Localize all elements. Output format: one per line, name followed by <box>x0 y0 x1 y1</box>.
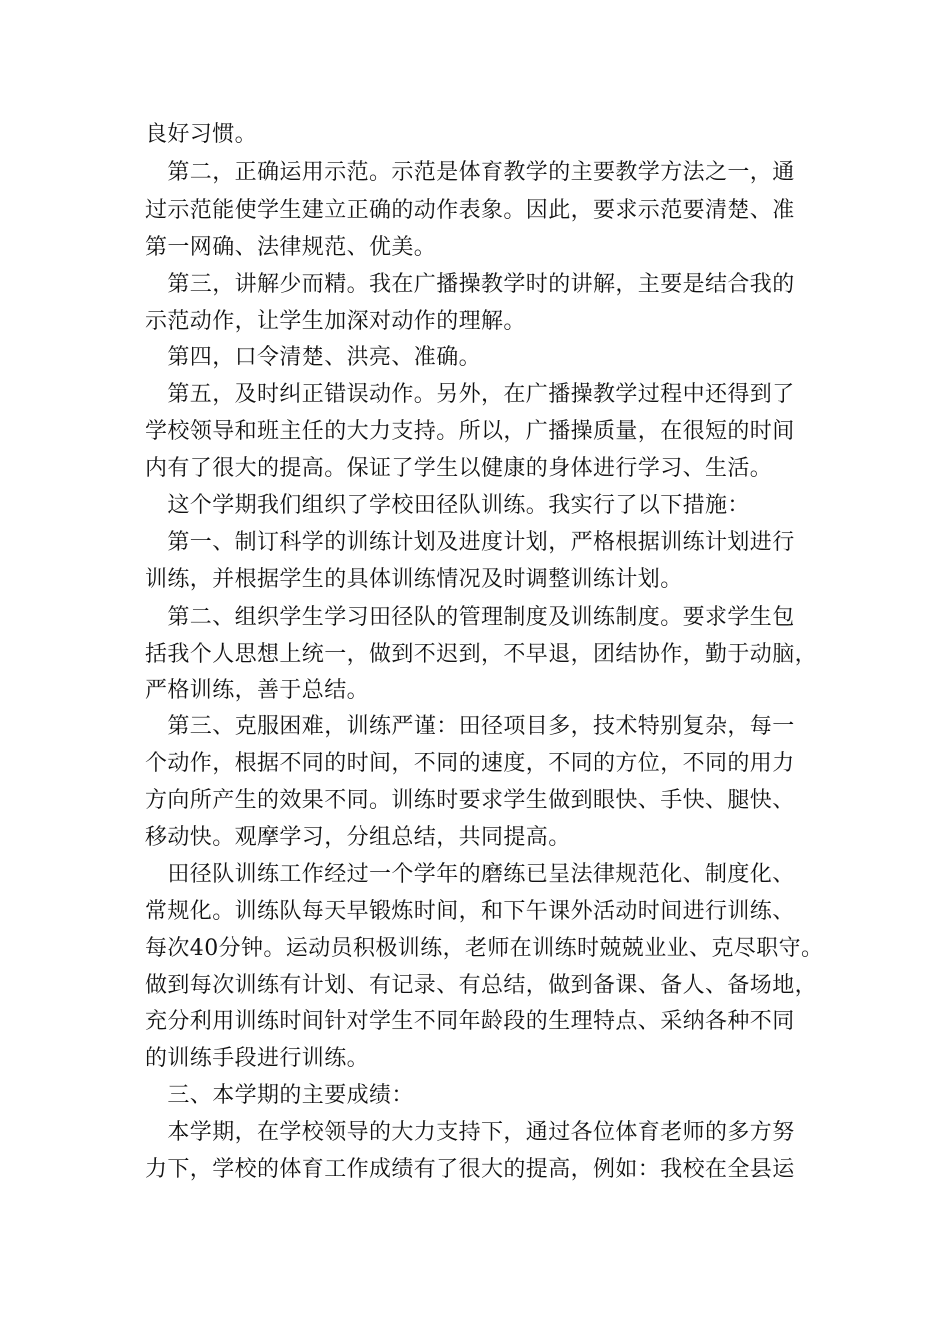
text-line: 力下，学校的体育工作成绩有了很大的提高，例如：我校在全县运 <box>145 1157 795 1182</box>
text-line: 严格训练，善于总结。 <box>145 678 370 703</box>
text-line: 第三，讲解少而精。我在广播操教学时的讲解，主要是结合我的 <box>145 272 795 297</box>
text-line: 这个学期我们组织了学校田径队训练。我实行了以下措施： <box>145 493 750 518</box>
text-line: 个动作，根据不同的时间，不同的速度，不同的方位，不同的用力 <box>145 751 795 776</box>
text-line: 第四，口令清楚、洪亮、准确。 <box>145 345 482 370</box>
text-line: 过示范能使学生建立正确的动作表象。因此，要求示范要清楚、准 <box>145 198 795 223</box>
text-line: 方向所产生的效果不同。训练时要求学生做到眼快、手快、腿快、 <box>145 788 795 813</box>
text-line: 第三、克服困难，训练严谨：田径项目多，技术特别复杂，每一 <box>145 714 795 739</box>
text-line: 括我个人思想上统一，做到不迟到，不早退，团结协作，勤于动脑， <box>145 642 818 667</box>
text-line: 移动快。观摩学习，分组总结，共同提高。 <box>145 825 571 850</box>
text-line: 第五，及时纠正错误动作。另外，在广播操教学过程中还得到了 <box>145 382 795 407</box>
text-line: 第二，正确运用示范。示范是体育教学的主要教学方法之一，通 <box>145 160 795 185</box>
text-line: 三、本学期的主要成绩： <box>145 1083 414 1108</box>
text-line: 本学期，在学校领导的大力支持下，通过各位体育老师的多方努 <box>145 1120 795 1145</box>
text-line: 内有了很大的提高。保证了学生以健康的身体进行学习、生活。 <box>145 456 773 481</box>
text-line: 的训练手段进行训练。 <box>145 1046 370 1071</box>
text-line: 第一网确、法律规范、优美。 <box>145 235 437 260</box>
text-line: 田径队训练工作经过一个学年的磨练已呈法律规范化、制度化、 <box>145 862 795 887</box>
text-line: 训练，并根据学生的具体训练情况及时调整训练计划。 <box>145 567 683 592</box>
text-line: 示范动作，让学生加深对动作的理解。 <box>145 309 526 334</box>
text-line: 学校领导和班主任的大力支持。所以，广播操质量，在很短的时间 <box>145 419 795 444</box>
text-line: 做到每次训练有计划、有记录、有总结，做到备课、备人、备场地， <box>145 973 818 998</box>
text-line: 每次40分钟。运动员积极训练，老师在训练时兢兢业业、克尽职守。 <box>145 936 824 961</box>
text-line: 良好习惯。 <box>145 122 258 147</box>
text-line: 第一、制订科学的训练计划及进度计划，严格根据训练计划进行 <box>145 530 795 555</box>
text-line: 常规化。训练队每天早锻炼时间，和下午课外活动时间进行训练、 <box>145 899 795 924</box>
text-line: 充分利用训练时间针对学生不同年龄段的生理特点、采纳各种不同 <box>145 1009 795 1034</box>
text-line: 第二、组织学生学习田径队的管理制度及训练制度。要求学生包 <box>145 605 795 630</box>
